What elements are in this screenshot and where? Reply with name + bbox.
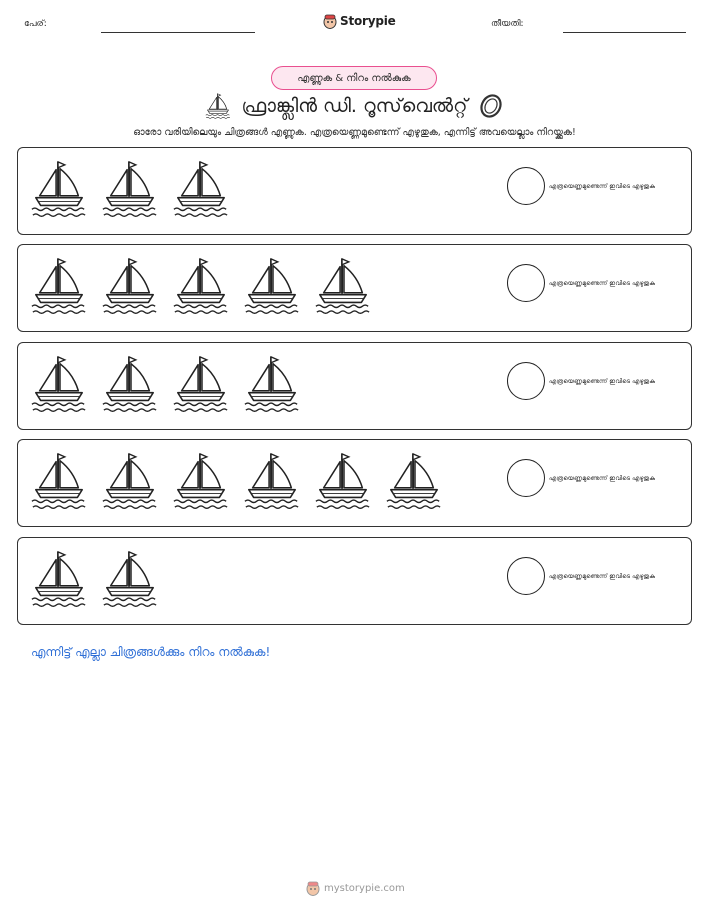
sailboat-icon bbox=[172, 255, 230, 317]
boat-group bbox=[30, 450, 443, 518]
sailboat-icon bbox=[243, 353, 301, 415]
ring-icon bbox=[477, 92, 505, 120]
answer-hint: എത്രയെണ്ണമുണ്ടെന്ന് ഇവിടെ എഴുതുക bbox=[549, 280, 656, 287]
answer-circle[interactable] bbox=[507, 557, 545, 595]
sailboat-icon bbox=[30, 255, 88, 317]
boat-group bbox=[30, 255, 372, 323]
counting-row bbox=[17, 537, 692, 625]
answer-hint: എത്രയെണ്ണമുണ്ടെന്ന് ഇവിടെ എഴുതുക bbox=[549, 573, 656, 580]
storypie-mascot-icon bbox=[306, 880, 320, 896]
sailboat-icon bbox=[243, 450, 301, 512]
worksheet-header bbox=[0, 0, 709, 50]
page-title: ഫ്രാങ്ക്ലിൻ ഡി. റൂസ്‌വെൽറ്റ് bbox=[241, 95, 468, 117]
counting-row bbox=[17, 147, 692, 235]
site-url: mystorypie.com bbox=[324, 882, 405, 894]
sailboat-icon bbox=[172, 158, 230, 220]
sailboat-icon bbox=[101, 158, 159, 220]
name-label: പേര്: bbox=[24, 19, 47, 29]
brand-name: Storypie bbox=[340, 14, 396, 28]
brand-logo bbox=[323, 13, 396, 29]
counting-row bbox=[17, 244, 692, 332]
sailboat-icon bbox=[204, 92, 232, 120]
name-line[interactable] bbox=[101, 32, 255, 33]
sailboat-icon bbox=[172, 450, 230, 512]
activity-badge bbox=[271, 66, 437, 90]
sailboat-icon bbox=[314, 450, 372, 512]
sailboat-icon bbox=[101, 450, 159, 512]
sailboat-icon bbox=[101, 353, 159, 415]
answer-circle[interactable] bbox=[507, 459, 545, 497]
sailboat-icon bbox=[30, 450, 88, 512]
activity-badge-text: എണ്ണുക & നിറം നൽകുക bbox=[297, 72, 411, 84]
answer-circle[interactable] bbox=[507, 167, 545, 205]
sailboat-icon bbox=[101, 548, 159, 610]
sailboat-icon bbox=[314, 255, 372, 317]
title-row bbox=[0, 90, 709, 122]
footer-note: എന്നിട്ട് എല്ലാ ചിത്രങ്ങൾക്കും നിറം നൽകുക! bbox=[31, 645, 271, 659]
answer-circle[interactable] bbox=[507, 264, 545, 302]
site-footer bbox=[306, 880, 405, 896]
answer-hint: എത്രയെണ്ണമുണ്ടെന്ന് ഇവിടെ എഴുതുക bbox=[549, 183, 656, 190]
boat-group bbox=[30, 353, 301, 421]
date-line[interactable] bbox=[563, 32, 686, 33]
sailboat-icon bbox=[30, 548, 88, 610]
date-label: തീയതി: bbox=[491, 19, 524, 29]
sailboat-icon bbox=[30, 353, 88, 415]
sailboat-icon bbox=[30, 158, 88, 220]
answer-hint: എത്രയെണ്ണമുണ്ടെന്ന് ഇവിടെ എഴുതുക bbox=[549, 475, 656, 482]
counting-row bbox=[17, 439, 692, 527]
instructions: ഓരോ വരിയിലെയും ചിത്രങ്ങൾ എണ്ണുക. എത്രയെണ്ണമുണ്ടെന്ന് എഴുതുക, എന്നിട്ട് അവയെല്ലാം നിറയ്ക്കുക! bbox=[133, 127, 576, 138]
answer-hint: എത്രയെണ്ണമുണ്ടെന്ന് ഇവിടെ എഴുതുക bbox=[549, 378, 656, 385]
storypie-mascot-icon bbox=[323, 13, 337, 29]
sailboat-icon bbox=[101, 255, 159, 317]
counting-row bbox=[17, 342, 692, 430]
boat-group bbox=[30, 158, 230, 226]
sailboat-icon bbox=[385, 450, 443, 512]
boat-group bbox=[30, 548, 159, 616]
answer-circle[interactable] bbox=[507, 362, 545, 400]
sailboat-icon bbox=[243, 255, 301, 317]
sailboat-icon bbox=[172, 353, 230, 415]
